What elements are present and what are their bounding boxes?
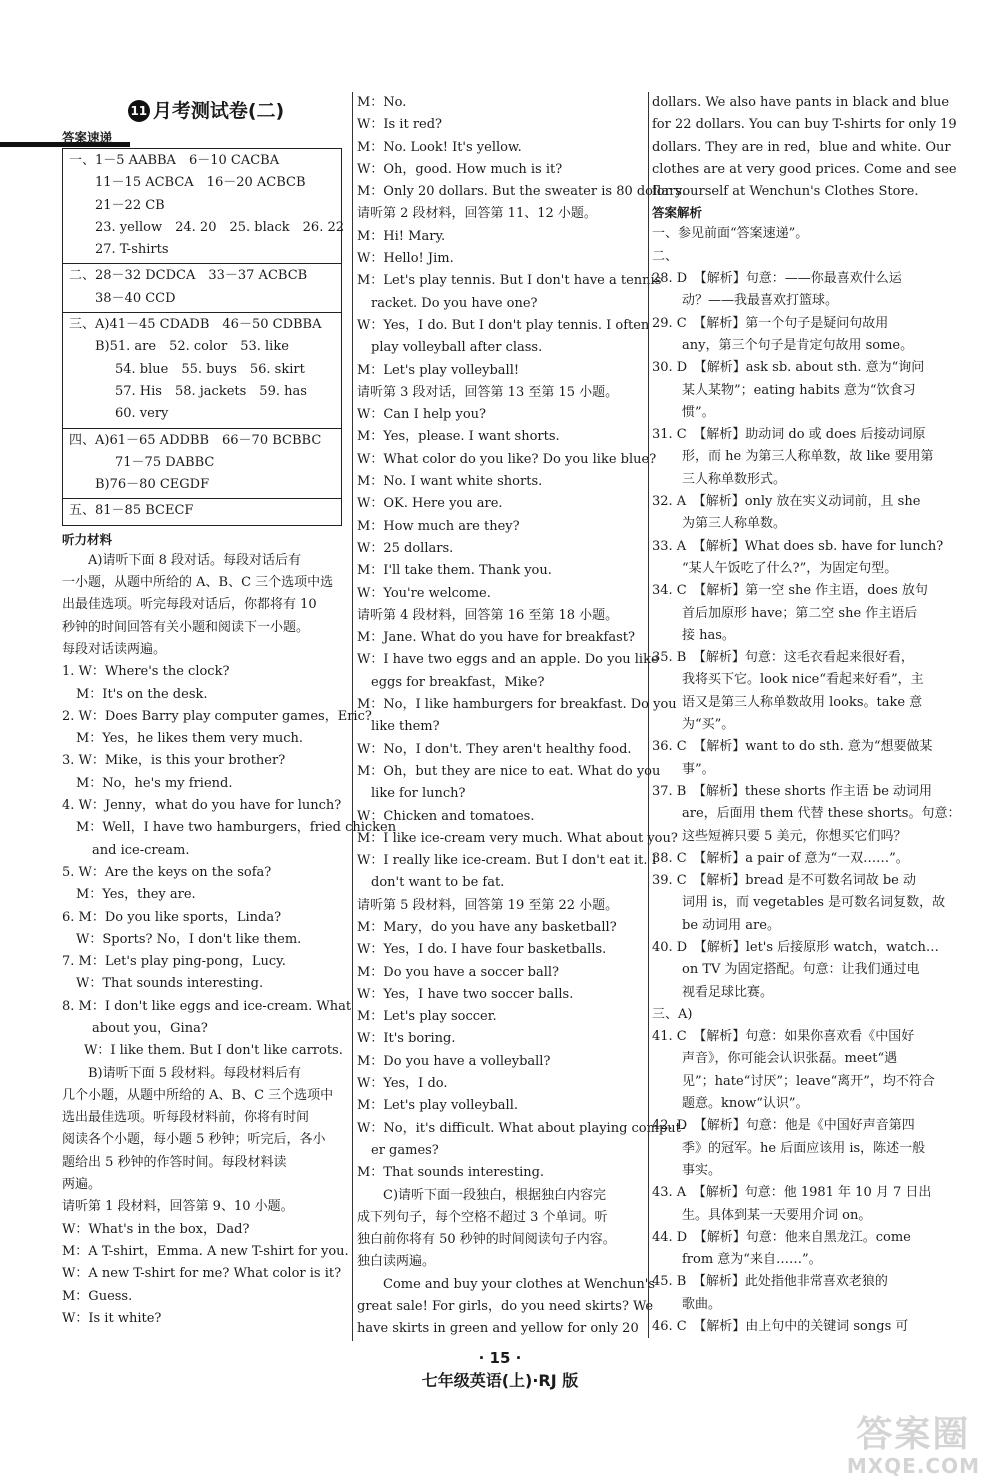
answer-key-row-1 [63, 149, 345, 264]
text-line: M：Do you have a volleyball? [357, 1053, 551, 1069]
text-line: M：Hi! Mary. [357, 228, 446, 244]
text-line: 28. D 【解析】句意：——你最喜欢什么运 [652, 271, 902, 287]
text-line: W：What's in the box，Dad? [62, 1221, 250, 1237]
badge-number: 11 [128, 100, 150, 122]
text-line: W：OK. Here you are. [357, 496, 503, 512]
text-line: W：Can I help you? [357, 407, 487, 423]
text-line: 独白读两遍。 [357, 1254, 436, 1270]
text-line: 每段对话读两遍。 [62, 641, 167, 657]
text-line: M：No，he's my friend. [76, 775, 233, 791]
listening-heading: 听力材料 [62, 531, 113, 547]
answer-line: 三、A)41－45 CDADB 46－50 CDBBA [69, 317, 322, 333]
text-line: W：Yes，I do. But I don't play tennis. I often [357, 317, 650, 333]
text-line: be 动词用 are。 [682, 917, 780, 933]
text-line: W：I have two eggs and an apple. Do you like [357, 652, 659, 668]
text-line: M：That sounds interesting. [357, 1165, 545, 1181]
text-line: 37. B 【解析】these shorts 作主语 be 动词用 [652, 783, 933, 799]
text-line: don't want to be fat. [371, 875, 505, 891]
text-line: M：How much are they? [357, 518, 520, 534]
listening-text-part3 [652, 92, 957, 203]
text-line: 2. W：Does Barry play computer games，Eric? [62, 708, 372, 724]
answer-line: 54. blue 55. buys 56. skirt [115, 361, 305, 377]
text-line: M：Yes，they are. [76, 887, 196, 903]
text-line: 事”。 [682, 761, 715, 777]
text-line: Come and buy your clothes at Wenchun's [383, 1276, 656, 1292]
text-line: 4. W：Jenny，what do you have for lunch? [62, 798, 342, 814]
text-line: 36. C 【解析】want to do sth. 意为“想要做某 [652, 739, 933, 755]
answer-key-row-2 [63, 264, 341, 313]
text-line: M：Jane. What do you have for breakfast? [357, 630, 635, 646]
text-line: 46. C 【解析】由上句中的关键词 songs 可 [652, 1319, 909, 1335]
text-line: M：Let's play soccer. [357, 1009, 497, 1025]
answer-analysis [652, 223, 961, 1338]
answer-key-row-4 [63, 429, 341, 500]
text-line: any，第三个句子是肯定句故用 some。 [682, 337, 914, 353]
text-line: er games? [371, 1142, 439, 1158]
text-line: 事实。 [682, 1162, 722, 1178]
answer-key-row-3 [63, 313, 341, 428]
text-line: on TV 为固定搭配。句意：让我们通过电 [682, 962, 920, 978]
text-line: 31. C 【解析】助动词 do 或 does 后接动词原 [652, 427, 926, 443]
text-line: 5. W：Are the keys on the sofa? [62, 864, 272, 880]
answer-key-row-5 [63, 499, 341, 524]
text-line: 29. C 【解析】第一个句子是疑问句故用 [652, 315, 889, 331]
text-line: 秒钟的时间回答有关小题和阅读下一小题。 [62, 619, 310, 635]
text-line: and ice-cream. [92, 842, 190, 858]
text-line: 34. C 【解析】第一空 she 作主语，does 放句 [652, 583, 928, 599]
text-line: M：Mary，do you have any basketball? [357, 919, 617, 935]
text-line: 请听第 4 段材料，回答第 16 至第 18 小题。 [357, 607, 619, 623]
text-line: 一小题，从题中所给的 A、B、C 三个选项中选 [62, 575, 334, 591]
answer-line: B)76－80 CEGDF [95, 477, 210, 493]
text-line: 阅读各个小题，每小题 5 秒钟；听完后，各小 [62, 1132, 326, 1148]
text-line: clothes are at very good prices. Come and see [652, 161, 957, 177]
text-line: 两遍。 [62, 1177, 102, 1193]
text-line: 词用 is，而 vegetables 是可数名词复数，故 [682, 895, 946, 911]
text-line: 首后加原形 have；第二空 she 作主语后 [682, 605, 918, 621]
answer-line: 71－75 DABBC [115, 454, 215, 470]
text-line: great sale! For girls，do you need skirts? We [357, 1299, 654, 1315]
text-line: 请听第 1 段材料，回答第 9、10 小题。 [62, 1199, 294, 1215]
answer-key-heading: 答案速递 [62, 130, 113, 145]
text-line: 44. D 【解析】句意：他来自黑龙江。come [652, 1229, 911, 1245]
text-line: 45. B 【解析】此处指他非常喜欢老狼的 [652, 1274, 888, 1290]
text-line: play volleyball after class. [371, 340, 543, 356]
title-text: 月考测试卷(二) [152, 100, 285, 122]
analysis-heading: 答案解析 [652, 205, 703, 221]
text-line: 43. A 【解析】句意：他 1981 年 10 月 7 日出 [652, 1185, 932, 1201]
text-line: like them? [371, 719, 440, 735]
text-line: 7. M：Let's play ping-pong，Lucy. [62, 954, 286, 970]
answer-line: 二、28－32 DCDCA 33－37 ACBCB [69, 268, 308, 284]
text-line: W：25 dollars. [357, 540, 454, 556]
page-title [62, 94, 350, 128]
text-line: 二、 [652, 248, 679, 264]
text-line: 视看足球比赛。 [682, 984, 774, 1000]
text-line: 35. B 【解析】句意：这毛衣看起来很好看， [652, 650, 914, 666]
text-line: M：Yes，he likes them very much. [76, 731, 303, 747]
text-line: W：No，I don't. They aren't healthy food. [357, 741, 632, 757]
text-line: eggs for breakfast，Mike? [371, 674, 545, 690]
text-line: W：It's boring. [357, 1031, 456, 1047]
answer-line: 57. His 58. jackets 59. has [115, 383, 307, 399]
text-line: M：Let's play tennis. But I don't have a tennis [357, 273, 662, 289]
answer-line: B)51. are 52. color 53. like [95, 339, 289, 355]
text-line: 38. C 【解析】a pair of 意为“一双……”。 [652, 850, 909, 866]
text-line: from 意为“来自……”。 [682, 1252, 822, 1268]
text-line: W：A new T-shirt for me? What color is it? [62, 1266, 342, 1282]
text-line: 三、A) [652, 1006, 693, 1022]
text-line: 8. M：I don't like eggs and ice-cream. What [62, 998, 352, 1014]
text-line: 声音》，你可能会认识张磊。meet“遇 [682, 1051, 898, 1067]
text-line: W：I like them. But I don't like carrots. [84, 1043, 343, 1059]
text-line: 为“买”。 [682, 717, 735, 733]
text-line: 题意。know“认识”。 [682, 1096, 809, 1112]
text-line: M：Well，I have two hamburgers，fried chicken [76, 820, 397, 836]
text-line: 出最佳选项。听完每段对话后，你都将有 10 [62, 597, 317, 613]
text-line: 请听第 5 段材料，回答第 19 至第 22 小题。 [357, 897, 619, 913]
text-line: M：I like ice-cream very much. What about you? [357, 830, 678, 846]
answer-key-box [62, 148, 345, 526]
text-line: 形，而 he 为第三人称单数，故 like 要用第 [682, 449, 934, 465]
text-line: M：No. I want white shorts. [357, 474, 543, 490]
text-line: W：Is it red? [357, 117, 443, 133]
text-line: M：Only 20 dollars. But the sweater is 80 dollars. [357, 184, 687, 200]
text-line: 季》的冠军。he 后面应该用 is，陈述一般 [682, 1140, 926, 1156]
answer-line: 27. T-shirts [95, 242, 169, 258]
text-line: 请听第 2 段材料，回答第 11、12 小题。 [357, 206, 597, 222]
text-line: 这些短裤只要 5 美元，你想买它们吗？ [682, 828, 907, 844]
text-line: 42. D 【解析】句意：他是《中国好声音第四 [652, 1118, 915, 1134]
answer-line: 23. yellow 24. 20 25. black 26. 22 [95, 219, 345, 235]
text-line: 生。具体到某一天要用介词 on。 [682, 1207, 872, 1223]
text-line: M：Oh，but they are nice to eat. What do you [357, 763, 661, 779]
text-line: 6. M：Do you like sports，Linda? [62, 909, 282, 925]
text-line: M：Let's play volleyball. [357, 1098, 518, 1114]
text-line: W：No，it's difficult. What about playing comput- [357, 1120, 686, 1136]
text-line: dollars. We also have pants in black and blue [652, 95, 950, 110]
text-line: 请听第 3 段对话，回答第 13 至第 15 小题。 [357, 384, 619, 400]
text-line: 选出最佳选项。听每段材料前，你将有时间 [62, 1110, 310, 1126]
text-line: 1. W：Where's the clock? [62, 664, 230, 680]
text-line: W：Yes，I do. I have four basketballs. [357, 942, 607, 958]
text-line: 30. D 【解析】ask sb. about sth. 意为“询问 [652, 360, 925, 376]
page-number: · 15 · [478, 1349, 522, 1367]
text-line: W：I really like ice-cream. But I don't eat it. I [357, 853, 657, 869]
text-line: 33. A 【解析】What does sb. have for lunch? [652, 538, 944, 554]
text-line: C)请听下面一段独白，根据独白内容完 [383, 1187, 607, 1203]
text-line: 见”；hate“讨厌”；leave“离开”，均不符合 [682, 1073, 935, 1089]
text-line: 独白前你将有 50 秒钟的时间阅读句子内容。 [357, 1232, 616, 1248]
column-right [648, 92, 961, 1338]
text-line: A)请听下面 8 段对话。每段对话后有 [88, 552, 301, 568]
text-line: 三人称单数形式。 [682, 471, 787, 487]
text-line: W：Yes，I do. [357, 1076, 448, 1092]
text-line: 题给出 5 秒钟的作答时间。每段材料读 [62, 1154, 287, 1170]
text-line: about you，Gina? [92, 1020, 208, 1036]
text-line: dollars. They are in red，blue and white. Our [652, 139, 951, 155]
text-line: W：Oh，good. How much is it? [357, 161, 563, 177]
text-line: 动？——我最喜欢打篮球。 [682, 293, 839, 309]
text-line: 一、参见前面“答案速递”。 [652, 226, 809, 242]
text-line: W：Chicken and tomatoes. [357, 808, 535, 824]
watermark-logo [847, 1415, 980, 1477]
text-line: 41. C 【解析】句意：如果你喜欢看《中国好 [652, 1029, 915, 1045]
text-line: are，后面用 them 代替 these shorts。句意： [682, 806, 961, 822]
text-line: M：No. Look! It's yellow. [357, 139, 522, 155]
text-line: 惯”。 [682, 404, 715, 420]
text-line: 40. D 【解析】let's 后接原形 watch，watch… [652, 939, 939, 955]
text-line: like for lunch? [371, 786, 466, 802]
text-line: 39. C 【解析】bread 是不可数名词故 be 动 [652, 873, 916, 889]
text-line: W：Yes，I have two soccer balls. [357, 986, 574, 1002]
text-line: M：Guess. [62, 1288, 133, 1304]
text-line: 3. W：Mike，is this your brother? [62, 753, 286, 769]
text-line: M：Do you have a soccer ball? [357, 964, 560, 980]
text-line: M：A T-shirt，Emma. A new T-shirt for you. [62, 1243, 349, 1259]
text-line: M：No，I like hamburgers for breakfast. Do you [357, 697, 677, 713]
text-line: W：What color do you like? Do you like blue? [357, 451, 657, 467]
text-line: racket. Do you have one? [371, 295, 538, 311]
book-title: 七年级英语(上)·RJ 版 [421, 1371, 579, 1390]
text-line: W：Sports? No，I don't like them. [76, 931, 302, 947]
text-line: M：Let's play volleyball! [357, 362, 520, 378]
text-line: M：Yes，please. I want shorts. [357, 429, 560, 445]
text-line: M：It's on the desk. [76, 686, 208, 702]
text-line: W：Is it white? [62, 1310, 162, 1326]
text-line: “某人午饭吃了什么?”，为固定句型。 [682, 560, 898, 576]
text-line: 几个小题，从题中所给的 A、B、C 三个选项中 [62, 1087, 334, 1103]
text-line: W：You're welcome. [357, 585, 491, 601]
text-line: for yourself at Wenchun's Clothes Store. [652, 184, 919, 200]
answer-line: 一、1－5 AABBA 6－10 CACBA [69, 153, 280, 168]
text-line: M：I'll take them. Thank you. [357, 563, 552, 579]
text-line: 我将买下它。look nice“看起来好看”，主 [682, 672, 924, 688]
watermark-url: MXQE.COM [846, 1454, 980, 1478]
text-line: 接 has。 [682, 627, 735, 643]
text-line: 语又是第三人称单数故用 looks。take 意 [682, 694, 923, 710]
answer-line: 60. very [115, 406, 169, 422]
text-line: B)请听下面 5 段材料。每段材料后有 [88, 1065, 302, 1081]
text-line: 为第三人称单数。 [682, 516, 787, 532]
answer-line: 21－22 CB [95, 197, 165, 213]
watermark-text: 答案圈 [856, 1414, 971, 1455]
text-line: M：No. [357, 95, 407, 110]
text-line: W：Hello! Jim. [357, 251, 454, 267]
text-line: have skirts in green and yellow for only 20 [357, 1321, 639, 1337]
answer-line: 11－15 ACBCA 16－20 ACBCB [95, 175, 306, 191]
text-line: 成下列句子，每个空格不超过 3 个单词。听 [357, 1209, 608, 1225]
text-line: 32. A 【解析】only 放在实义动词前，且 she [652, 494, 921, 510]
text-line: 某人某物”；eating habits 意为“饮食习 [682, 382, 916, 398]
answer-line: 38－40 CCD [95, 290, 176, 306]
text-line: W：That sounds interesting. [76, 976, 264, 992]
answer-line: 五、81－85 BCECF [69, 503, 194, 519]
text-line: 歌曲。 [682, 1296, 722, 1312]
answer-line: 四、A)61－65 ADDBB 66－70 BCBBC [69, 432, 322, 448]
text-line: for 22 dollars. You can buy T-shirts for only 19 [652, 117, 957, 133]
